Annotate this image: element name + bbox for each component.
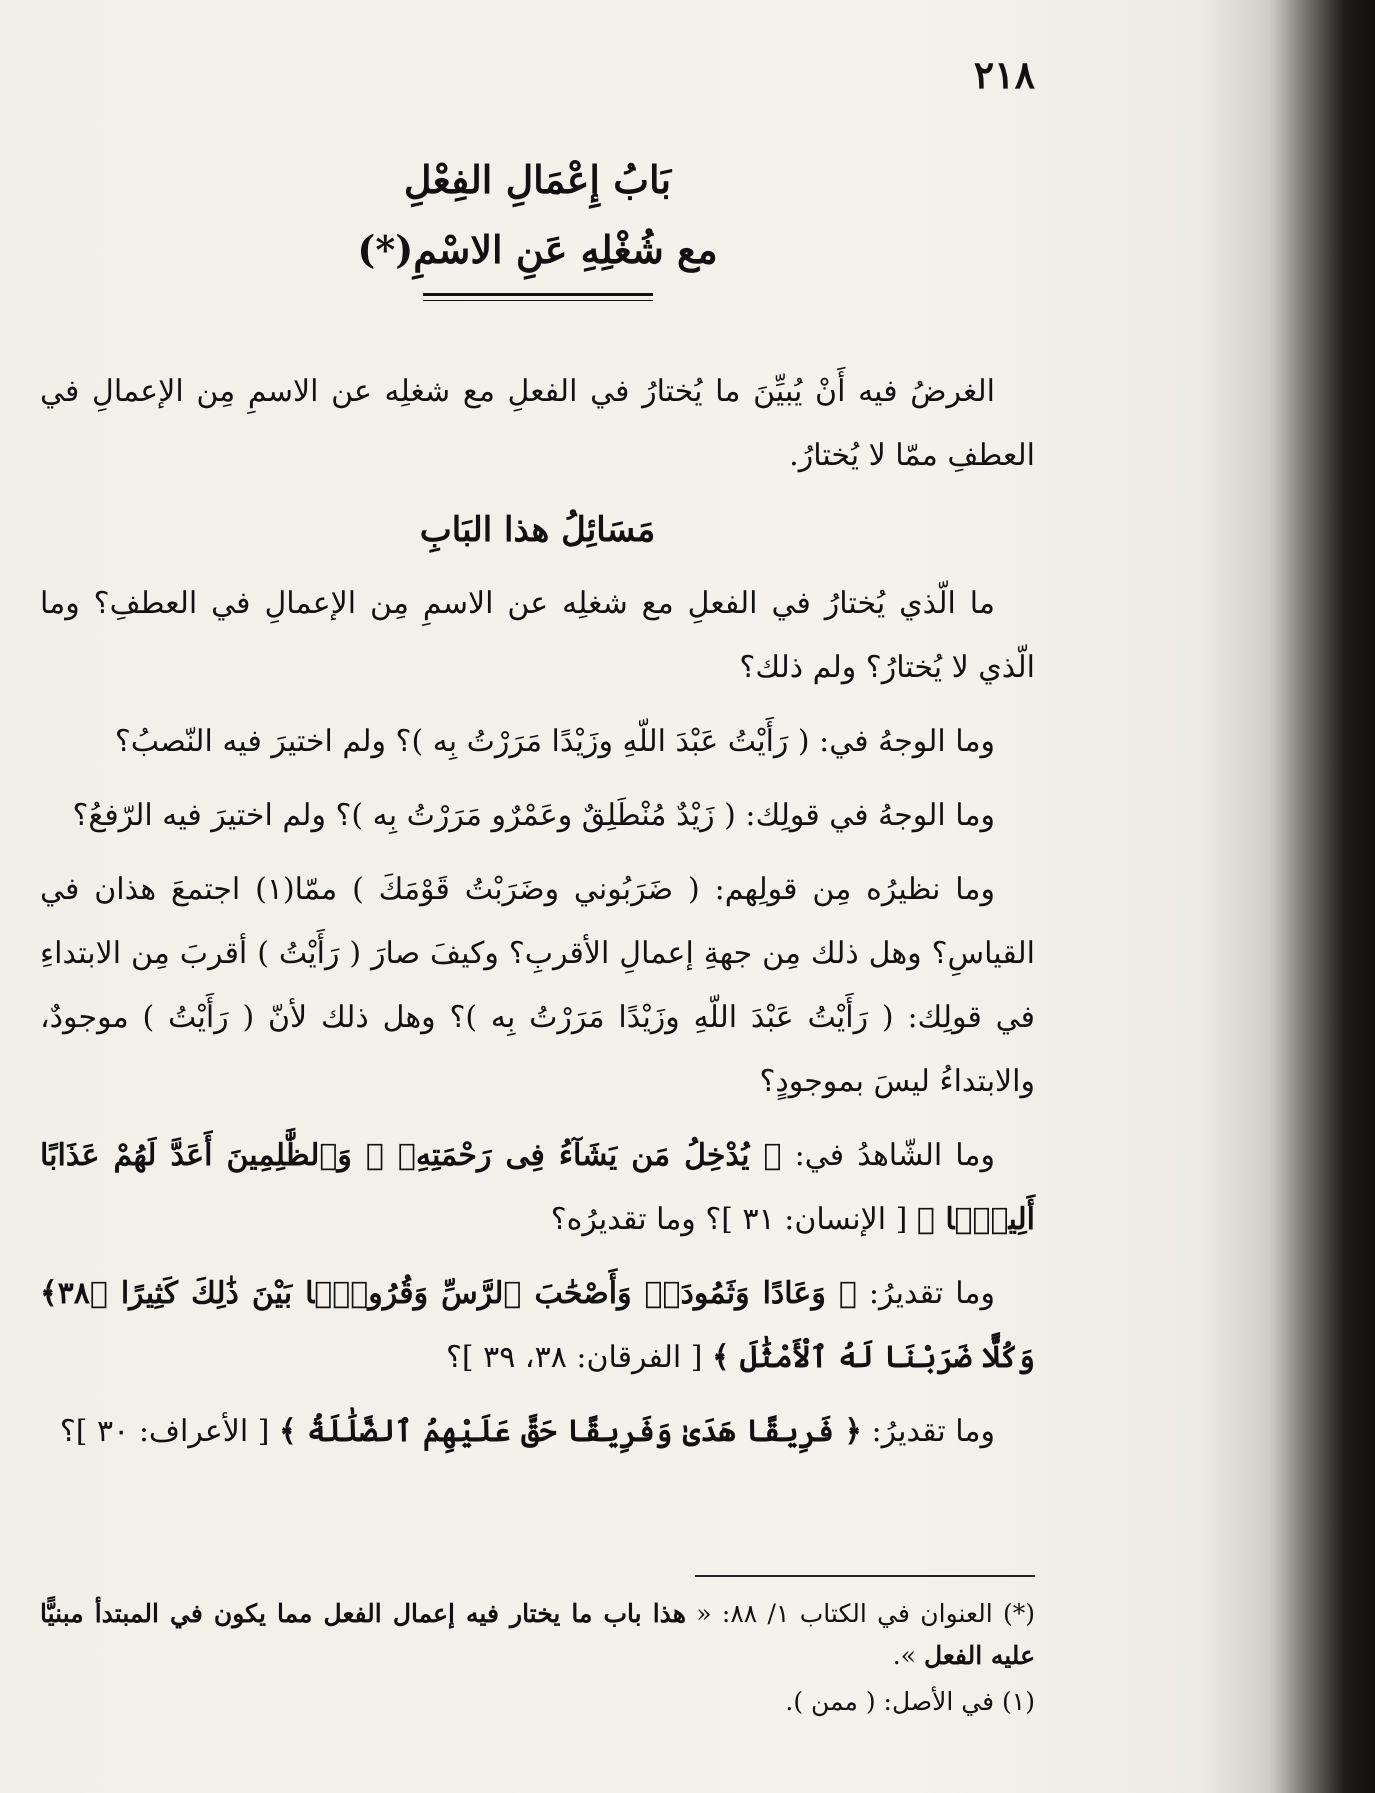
footnote-star-quote: هذا باب ما يختار فيه إعمال الفعل مما يكون في المبتدأ مبنيًّا عليه الفعل — [40, 1599, 1035, 1670]
question-7-suffix: [ الأعراف: ٣٠ ]؟ — [59, 1414, 280, 1449]
book-page — [40, 40, 1035, 1750]
intro-paragraph: الغرضُ فيه أَنْ يُبيِّنَ ما يُختارُ في الفعلِ مع شغلِه عن الاسمِ مِن الإعمالِ في العطفِ ممّا لا يُختارُ. — [40, 374, 1035, 473]
question-7 — [40, 1400, 1035, 1464]
section-heading: مَسَائِلُ هذا البَابِ — [419, 510, 656, 550]
main-text — [40, 360, 1035, 1474]
quran-verse-araf: ﴿ فَرِيقًا هَدَىٰ وَفَرِيقًا حَقَّ عَلَيْهِمُ ٱلضَّلَٰلَةُ ﴾ — [279, 1414, 862, 1449]
footnote-1: (١) في الأصل: ( ممن ). — [785, 1687, 1035, 1716]
question-7-prefix: وما تقديرُ: — [861, 1414, 995, 1449]
question-2: وما الوجهُ في: ( رَأَيْتُ عَبْدَ اللّهِ وزَيْدًا مَرَرْتُ بِه )؟ ولم اختيرَ فيه النّصبُ؟ — [114, 724, 995, 759]
footnote-star-prefix: (*) العنوان في الكتاب ١/ ٨٨: « — [685, 1599, 1035, 1628]
question-5-suffix: [ الإنسان: ٣١ ]؟ وما تقديرُه؟ — [550, 1202, 917, 1237]
chapter-title — [40, 145, 1035, 301]
question-5-prefix: وما الشّاهدُ في: — [781, 1138, 995, 1173]
chapter-title-line-2: مع شُغْلِهِ عَنِ الاسْمِ(*) — [357, 227, 718, 272]
title-underline — [423, 293, 653, 301]
quran-verse-insan: ﴿ يُدْخِلُ مَن يَشَآءُ فِى رَحْمَتِهِۦ ۚ وَٱلظَّٰلِمِينَ أَعَدَّ لَهُمْ عَذَابًا أَلِيمًۢا ﴾ — [40, 1138, 1035, 1237]
question-1: ما الّذي يُختارُ في الفعلِ مع شغلِه عن الاسمِ مِن الإعمالِ في العطفِ؟ وما الّذي لا يُختارُ؟ ولم ذلك؟ — [40, 586, 1035, 685]
footnotes — [40, 1593, 1035, 1727]
question-4: وما نظيرُه مِن قولِهم: ( ضَرَبُوني وضَرَبْتُ قَوْمَكَ ) ممّا(١) اجتمعَ هذان في القياسِ؟ وهل ذلك مِن جهةِ إعمالِ الأقربِ؟ وكيفَ صارَ ( رَأَيْتُ ) أقربَ مِن الابتداءِ في قولِك: ( رَأَيْتُ عَبْدَ اللّهِ وزَيْدًا مَرَرْتُ بِه )؟ وهل ذلك لأنّ ( رَأَيْتُ ) موجودٌ، والابتداءُ ليسَ بموجودٍ؟ — [40, 872, 1035, 1099]
question-3: وما الوجهُ في قولِك: ( زَيْدٌ مُنْطَلِقٌ وعَمْرٌو مَرَرْتُ بِه )؟ ولم اختيرَ فيه الرّفعُ؟ — [72, 798, 995, 833]
quran-verse-furqan: ﴿ وَعَادًا وَثَمُودَا۟ وَأَصْحَٰبَ ٱلرَّسِّ وَقُرُونًۢا بَيْنَ ذَٰلِكَ كَثِيرًا ﴿٣٨﴾ وَكُلًّا ضَرَبْنَا لَهُ ٱلْأَمْثَٰلَ ﴾ — [40, 1276, 1035, 1375]
chapter-title-line-1: بَابُ إِعْمَالِ الفِعْلِ — [403, 157, 672, 202]
footnote-star-suffix: ». — [892, 1641, 924, 1670]
question-6 — [40, 1262, 1035, 1390]
question-6-suffix: [ الفرقان: ٣٨، ٣٩ ]؟ — [445, 1340, 712, 1375]
footnote-star — [40, 1593, 1035, 1677]
page-number: ٢١٨ — [973, 52, 1035, 97]
question-6-prefix: وما تقديرُ: — [856, 1276, 995, 1311]
footnote-divider — [695, 1575, 1035, 1577]
question-5 — [40, 1124, 1035, 1252]
